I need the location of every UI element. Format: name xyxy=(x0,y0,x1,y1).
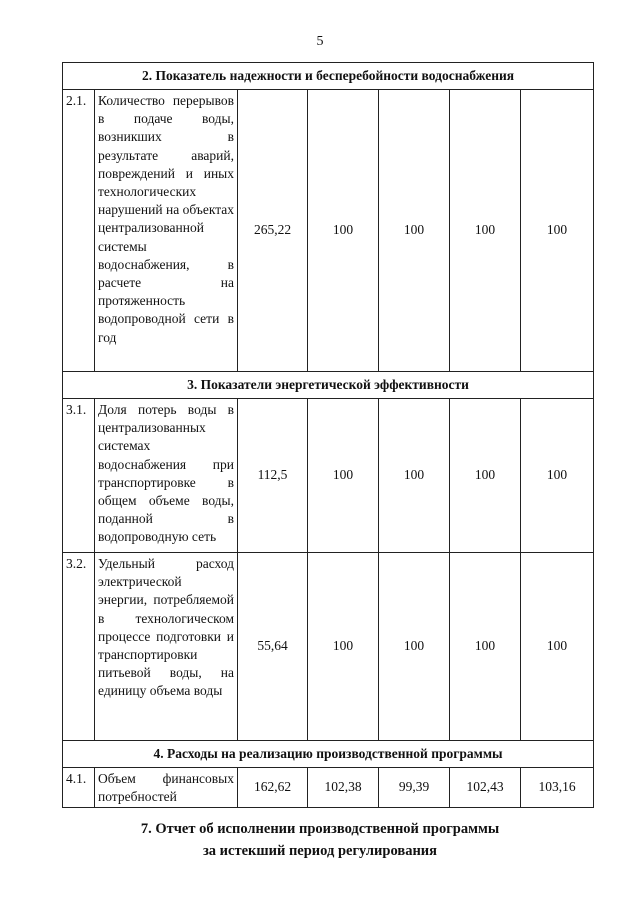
row-value: 103,16 xyxy=(521,768,594,808)
section-header-row xyxy=(63,63,594,90)
row-value: 100 xyxy=(521,399,594,553)
row-description: Доля потерь воды в централизованных системах водоснабжения при транспортировке в общем объеме воды, поданной в водопроводную сеть xyxy=(95,399,238,553)
row-value: 100 xyxy=(521,553,594,741)
row-value: 100 xyxy=(450,90,521,372)
report-title-line-2: за истекший период регулирования xyxy=(202,843,438,859)
row-value: 102,38 xyxy=(308,768,379,808)
row-description: Количество перерывов в подаче воды, возникших в результате аварий, повреждений и иных технологических нарушений на объектах централизованной системы водоснабжения, в расчете на протяженность водопроводной сети в год xyxy=(95,90,238,372)
row-number: 3.1. xyxy=(63,399,95,553)
table-row xyxy=(63,399,594,553)
row-number: 2.1. xyxy=(63,90,95,372)
report-title-line-1: 7. Отчет об исполнении производственной программы xyxy=(140,821,500,837)
section-header-row xyxy=(63,372,594,399)
table-row xyxy=(63,90,594,372)
row-value: 55,64 xyxy=(238,553,308,741)
section-header-row xyxy=(63,741,594,768)
row-value: 100 xyxy=(379,90,450,372)
section-title: 3. Показатели энергетической эффективности xyxy=(63,372,594,399)
table-row xyxy=(63,768,594,808)
row-value: 100 xyxy=(379,399,450,553)
row-value: 162,62 xyxy=(238,768,308,808)
row-value: 100 xyxy=(450,553,521,741)
row-value: 100 xyxy=(521,90,594,372)
row-value: 100 xyxy=(450,399,521,553)
row-value: 102,43 xyxy=(450,768,521,808)
section-title: 2. Показатель надежности и бесперебойности водоснабжения xyxy=(63,63,594,90)
row-value: 265,22 xyxy=(238,90,308,372)
indicators-table xyxy=(62,62,594,808)
row-number: 4.1. xyxy=(63,768,95,808)
row-value: 112,5 xyxy=(238,399,308,553)
row-value: 99,39 xyxy=(379,768,450,808)
row-value: 100 xyxy=(379,553,450,741)
row-value: 100 xyxy=(308,90,379,372)
table-row xyxy=(63,553,594,741)
page-number: 5 xyxy=(316,34,324,49)
row-value: 100 xyxy=(308,553,379,741)
section-title: 4. Расходы на реализацию производственной программы xyxy=(63,741,594,768)
row-number: 3.2. xyxy=(63,553,95,741)
row-description: Объем финансовых потребностей xyxy=(95,768,238,808)
row-description: Удельный расход электрической энергии, потребляемой в технологическом процессе подготовки и транспортировки питьевой воды, на единицу объема воды xyxy=(95,553,238,741)
row-value: 100 xyxy=(308,399,379,553)
